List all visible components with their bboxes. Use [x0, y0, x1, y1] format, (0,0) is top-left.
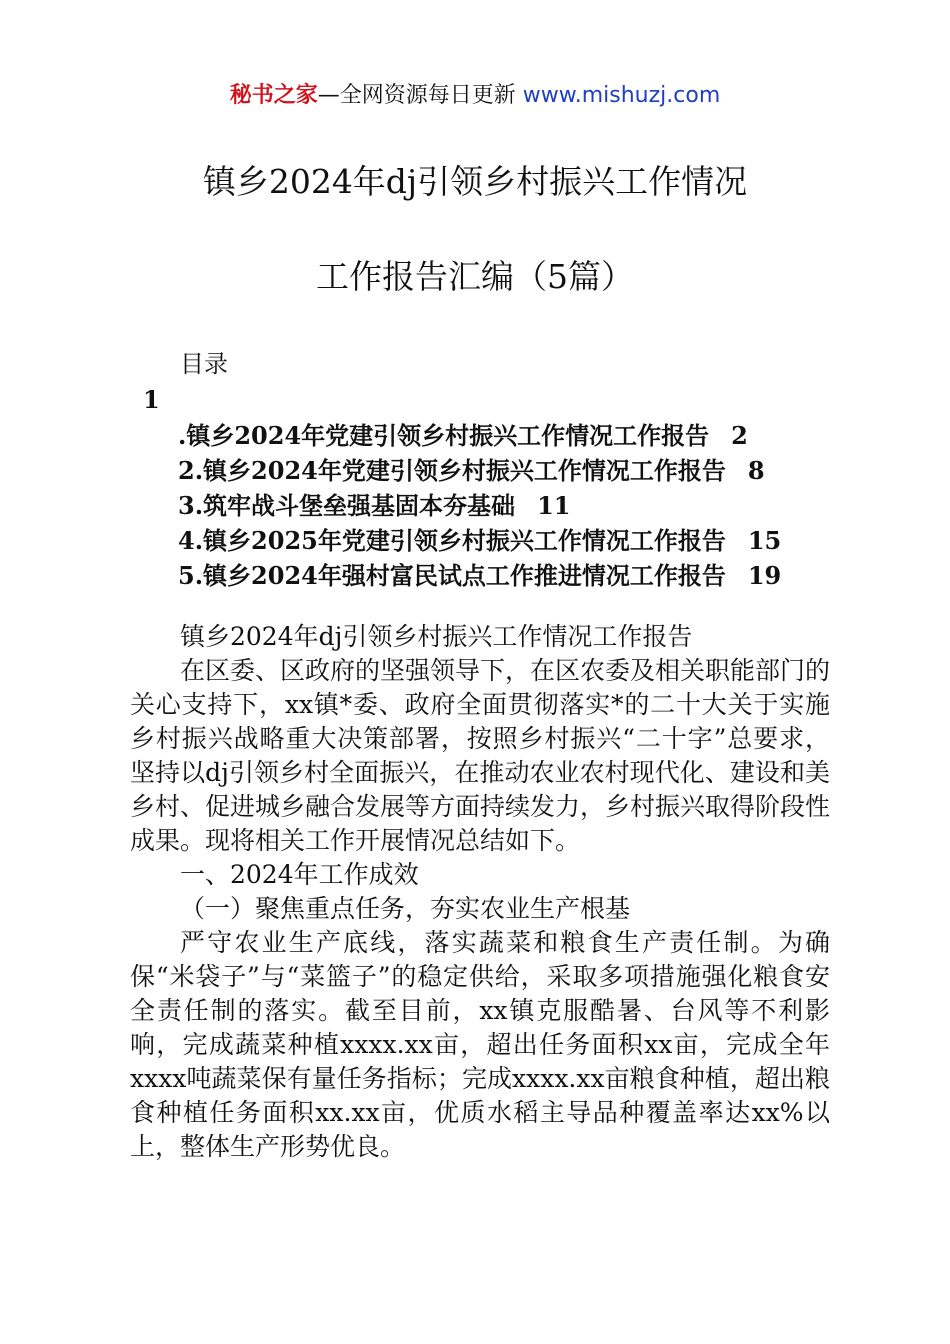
site-header: [0, 80, 950, 112]
intro-paragraph: 在区委、区政府的坚强领导下，在区农委及相关职能部门的关心支持下，xx镇*委、政府全面贯彻落实*的二十大关于实施乡村振兴战略重大决策部署，按照乡村振兴“二十字”总要求，坚持以dj引领乡村全面振兴，在推动农业农村现代化、建设和美乡村、促进城乡融合发展等方面持续发力，乡村振兴取得阶段性成果。现将相关工作开展情况总结如下。: [130, 656, 831, 855]
toc-item-page: 19: [747, 561, 782, 590]
toc-item[interactable]: [178, 453, 781, 488]
toc-item[interactable]: [178, 523, 781, 558]
subsection-heading: （一）聚焦重点任务，夯实农业生产根基: [180, 894, 631, 923]
site-tagline: —全网资源每日更新: [317, 83, 516, 108]
toc-item-label: 5.镇乡2024年强村富民试点工作推进情况工作报告: [178, 561, 726, 590]
toc-item-label: 3.筑牢战斗堡垒强基固本夯基础: [178, 491, 516, 520]
table-of-contents: [178, 418, 781, 593]
section-title: 镇乡2024年dj引领乡村振兴工作情况工作报告: [180, 622, 693, 651]
toc-heading: 目录: [180, 350, 228, 378]
toc-item-label: 2.镇乡2024年党建引领乡村振兴工作情况工作报告: [178, 456, 726, 485]
toc-item-page: 8: [747, 456, 765, 485]
site-url-link[interactable]: www.mishuzj.com: [522, 83, 721, 108]
body-paragraph: 严守农业生产底线，落实蔬菜和粮食生产责任制。为确保“米袋子”与“菜篮子”的稳定供给，采取多项措施强化粮食安全责任制的落实。截至目前，xx镇克服酷暑、台风等不利影响，完成蔬菜种植xxxx.xx亩，超出任务面积xx亩，完成全年xxxx吨蔬菜保有量任务指标；完成xxxx.xx亩粮食种植，超出粮食种植任务面积xx.xx亩，优质水稻主导品种覆盖率达xx%以上，整体生产形势优良。: [130, 928, 830, 1161]
toc-item[interactable]: [178, 418, 781, 453]
toc-item-page: 15: [747, 526, 782, 555]
body-text: [130, 620, 830, 1164]
toc-item-label: .镇乡2024年党建引领乡村振兴工作情况工作报告: [178, 421, 710, 450]
document-title-line-2: 工作报告汇编（5篇）: [316, 257, 634, 296]
toc-item-page: 11: [537, 491, 571, 520]
site-brand: 秘书之家: [229, 83, 318, 108]
toc-top-number: 1: [143, 385, 160, 414]
toc-item[interactable]: [178, 488, 781, 523]
toc-item[interactable]: [178, 558, 781, 593]
toc-item-label: 4.镇乡2025年党建引领乡村振兴工作情况工作报告: [178, 526, 726, 555]
document-title-line-1: 镇乡2024年dj引领乡村振兴工作情况: [202, 162, 748, 201]
toc-item-page: 2: [731, 421, 748, 450]
section-heading: 一、2024年工作成效: [180, 860, 419, 889]
